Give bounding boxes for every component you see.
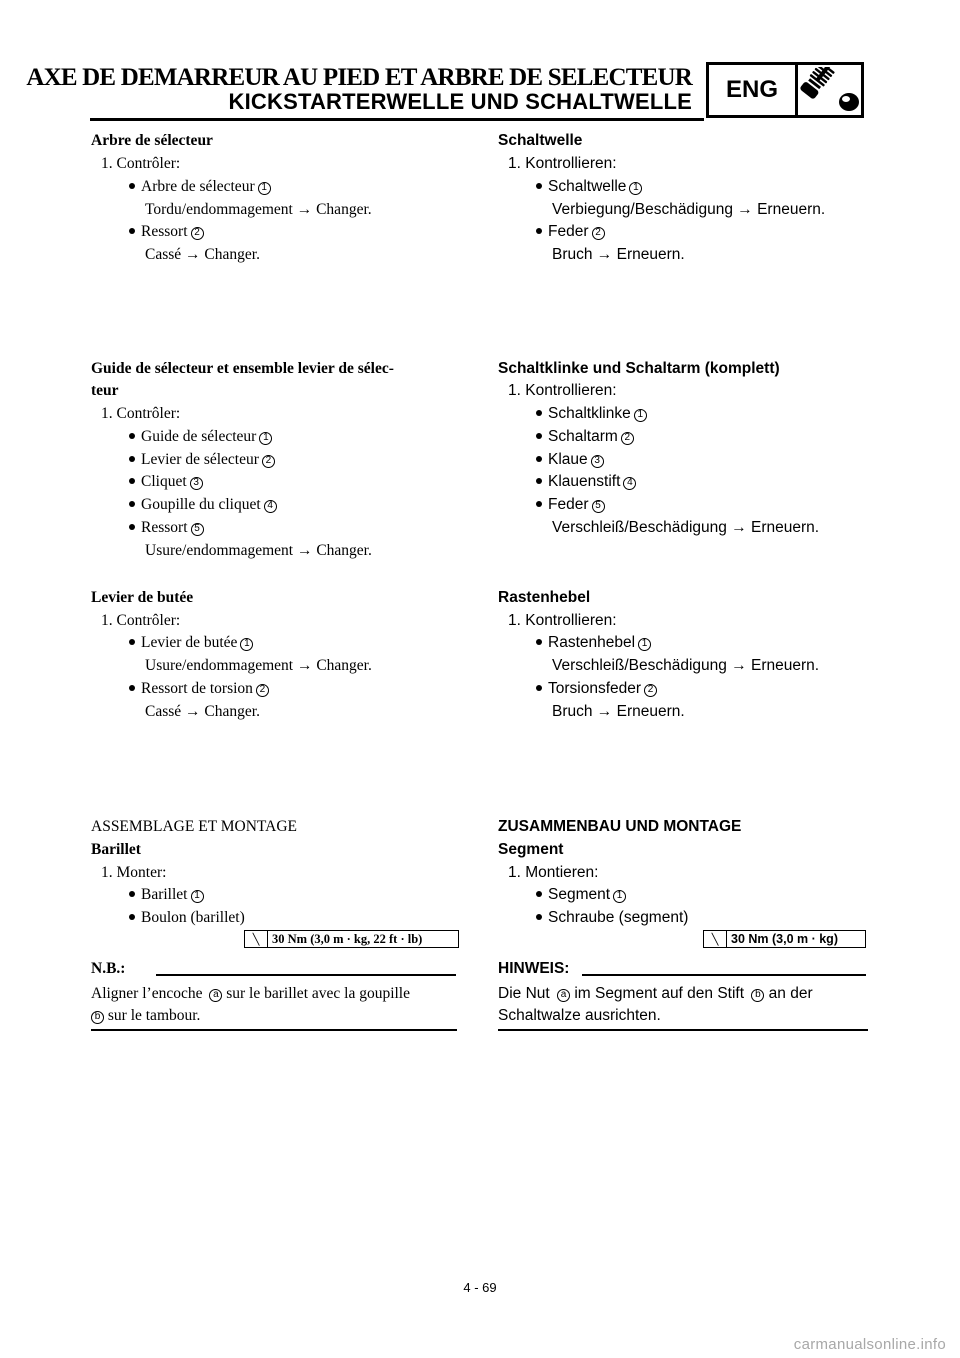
heading-arbre: Arbre de sélecteur <box>91 132 213 149</box>
note-rule <box>156 974 456 976</box>
torque-spec: ╲ 30 Nm (3,0 m · kg, 22 ft · lb) <box>244 930 459 948</box>
note-rule <box>582 974 866 976</box>
callout-5-icon: 5 <box>191 523 204 536</box>
callout-1-icon: 1 <box>634 409 647 422</box>
bullet-icon <box>536 639 542 645</box>
bullet-icon <box>536 410 542 416</box>
callout-1-icon: 1 <box>259 432 272 445</box>
step-label: 1. Kontrollieren: <box>508 155 617 172</box>
callout-5-icon: 5 <box>592 500 605 513</box>
list-item: Torsionsfeder 2 <box>536 679 657 699</box>
heading-schaltklinke: Schaltklinke und Schaltarm (komplett) <box>498 360 780 377</box>
callout-2-icon: 2 <box>621 432 634 445</box>
callout-2-icon: 2 <box>191 227 204 240</box>
list-item: Ressort de torsion 2 <box>129 679 269 699</box>
bullet-icon <box>129 891 135 897</box>
result-text: Usure/endommagement → Changer. <box>145 657 372 674</box>
bullet-icon <box>129 524 135 530</box>
step-label: 1. Montieren: <box>508 864 599 881</box>
callout-1-icon: 1 <box>629 182 642 195</box>
column-german <box>498 0 868 1100</box>
result-text: Usure/endommagement → Changer. <box>145 542 372 559</box>
callout-2-icon: 2 <box>256 684 269 697</box>
result-text: Bruch → Erneuern. <box>552 246 685 263</box>
result-text: Bruch → Erneuern. <box>552 703 685 720</box>
page-title-fr: AXE DE DEMARREUR AU PIED ET ARBRE DE SELECTEUR <box>26 64 692 91</box>
step-label: 1. Contrôler: <box>101 405 181 422</box>
callout-3-icon: 3 <box>190 477 203 490</box>
list-item: Segment 1 <box>536 885 626 905</box>
result-text: Verschleiß/Beschädigung → Erneuern. <box>552 657 820 674</box>
torque-wrench-icon: ╲ <box>704 931 727 947</box>
list-item: Schaltarm 2 <box>536 427 634 447</box>
result-text: Cassé → Changer. <box>145 246 260 263</box>
bullet-icon <box>536 183 542 189</box>
bullet-icon <box>536 914 542 920</box>
note-bottom-rule <box>91 1029 457 1031</box>
list-item: Barillet 1 <box>129 885 204 905</box>
callout-1-icon: 1 <box>638 638 651 651</box>
note-title: N.B.: <box>91 960 126 977</box>
list-item: Goupille du cliquet 4 <box>129 495 277 515</box>
callout-4-icon: 4 <box>623 477 636 490</box>
bullet-icon <box>536 433 542 439</box>
callout-2-icon: 2 <box>592 227 605 240</box>
torque-wrench-icon: ╲ <box>245 931 268 947</box>
callout-4-icon: 4 <box>264 500 277 513</box>
bullet-icon <box>536 685 542 691</box>
bullet-icon <box>129 639 135 645</box>
result-text: Cassé → Changer. <box>145 703 260 720</box>
heading-assemblage: ASSEMBLAGE ET MONTAGE <box>91 818 298 835</box>
eng-label: ENG <box>709 65 798 115</box>
bullet-icon <box>129 456 135 462</box>
heading-schaltwelle: Schaltwelle <box>498 132 583 149</box>
result-text: Verbiegung/Beschädigung → Erneuern. <box>552 201 826 218</box>
list-item: Klauenstift 4 <box>536 472 636 492</box>
list-item: Feder 5 <box>536 495 605 515</box>
callout-1-icon: 1 <box>258 182 271 195</box>
step-label: 1. Kontrollieren: <box>508 382 617 399</box>
column-french <box>91 0 461 1100</box>
note-text: Schaltwalze ausrichten. <box>498 1007 661 1024</box>
heading-rastenhebel: Rastenhebel <box>498 589 591 606</box>
list-item: Rastenhebel 1 <box>536 633 651 653</box>
list-item: Ressort 5 <box>129 518 204 538</box>
list-item: Klaue 3 <box>536 450 604 470</box>
bullet-icon <box>129 501 135 507</box>
list-item: Feder 2 <box>536 222 605 242</box>
note-text: Aligner l’encoche a sur le barillet avec la goupille <box>91 985 410 1002</box>
step-label: 1. Contrôler: <box>101 612 181 629</box>
callout-3-icon: 3 <box>591 455 604 468</box>
list-item: Boulon (barillet) <box>129 908 245 928</box>
torque-spec: ╲ 30 Nm (3,0 m · kg) <box>703 930 866 948</box>
callout-1-icon: 1 <box>613 890 626 903</box>
watermark: carmanualsonline.info <box>793 1336 946 1353</box>
note-text: b sur le tambour. <box>91 1006 200 1026</box>
bullet-icon <box>129 478 135 484</box>
list-item: Guide de sélecteur 1 <box>129 427 272 447</box>
callout-a-icon: a <box>209 989 222 1002</box>
note-text: Die Nut a im Segment auf den Stift b an der <box>498 985 813 1002</box>
bullet-icon <box>536 501 542 507</box>
callout-2-icon: 2 <box>644 684 657 697</box>
list-item: Levier de sélecteur 2 <box>129 450 275 470</box>
list-item: Schaltklinke 1 <box>536 404 647 424</box>
page-title-de: KICKSTARTERWELLE UND SCHALTWELLE <box>228 89 692 114</box>
list-item: Schaltwelle 1 <box>536 177 642 197</box>
note-bottom-rule <box>498 1029 868 1031</box>
heading-guide: Guide de sélecteur et ensemble levier de sélec- <box>91 360 394 377</box>
step-label: 1. Contrôler: <box>101 155 181 172</box>
bullet-icon <box>536 228 542 234</box>
heading-zusammenbau: ZUSAMMENBAU UND MONTAGE <box>498 818 742 835</box>
bullet-icon <box>129 228 135 234</box>
heading-guide-cont: teur <box>91 382 119 399</box>
bullet-icon <box>536 478 542 484</box>
bullet-icon <box>129 914 135 920</box>
bullet-icon <box>129 685 135 691</box>
bullet-icon <box>129 433 135 439</box>
bullet-icon <box>536 891 542 897</box>
bullet-icon <box>129 183 135 189</box>
note-title: HINWEIS: <box>498 960 570 977</box>
result-text: Tordu/endommagement → Changer. <box>145 201 372 218</box>
bullet-icon <box>536 456 542 462</box>
heading-barillet: Barillet <box>91 841 141 858</box>
list-item: Levier de butée 1 <box>129 633 253 653</box>
result-text: Verschleiß/Beschädigung → Erneuern. <box>552 519 820 536</box>
callout-a-icon: a <box>557 989 570 1002</box>
callout-1-icon: 1 <box>191 890 204 903</box>
heading-segment: Segment <box>498 841 564 858</box>
list-item: Arbre de sélecteur 1 <box>129 177 271 197</box>
list-item: Schraube (segment) <box>536 908 688 928</box>
step-label: 1. Kontrollieren: <box>508 612 617 629</box>
callout-b-icon: b <box>751 989 764 1002</box>
callout-b-icon: b <box>91 1011 104 1024</box>
callout-1-icon: 1 <box>240 638 253 651</box>
callout-2-icon: 2 <box>262 455 275 468</box>
list-item: Cliquet 3 <box>129 472 203 492</box>
heading-levier: Levier de butée <box>91 589 194 606</box>
step-label: 1. Monter: <box>101 864 167 881</box>
page-number: 4 - 69 <box>463 1280 497 1295</box>
list-item: Ressort 2 <box>129 222 204 242</box>
